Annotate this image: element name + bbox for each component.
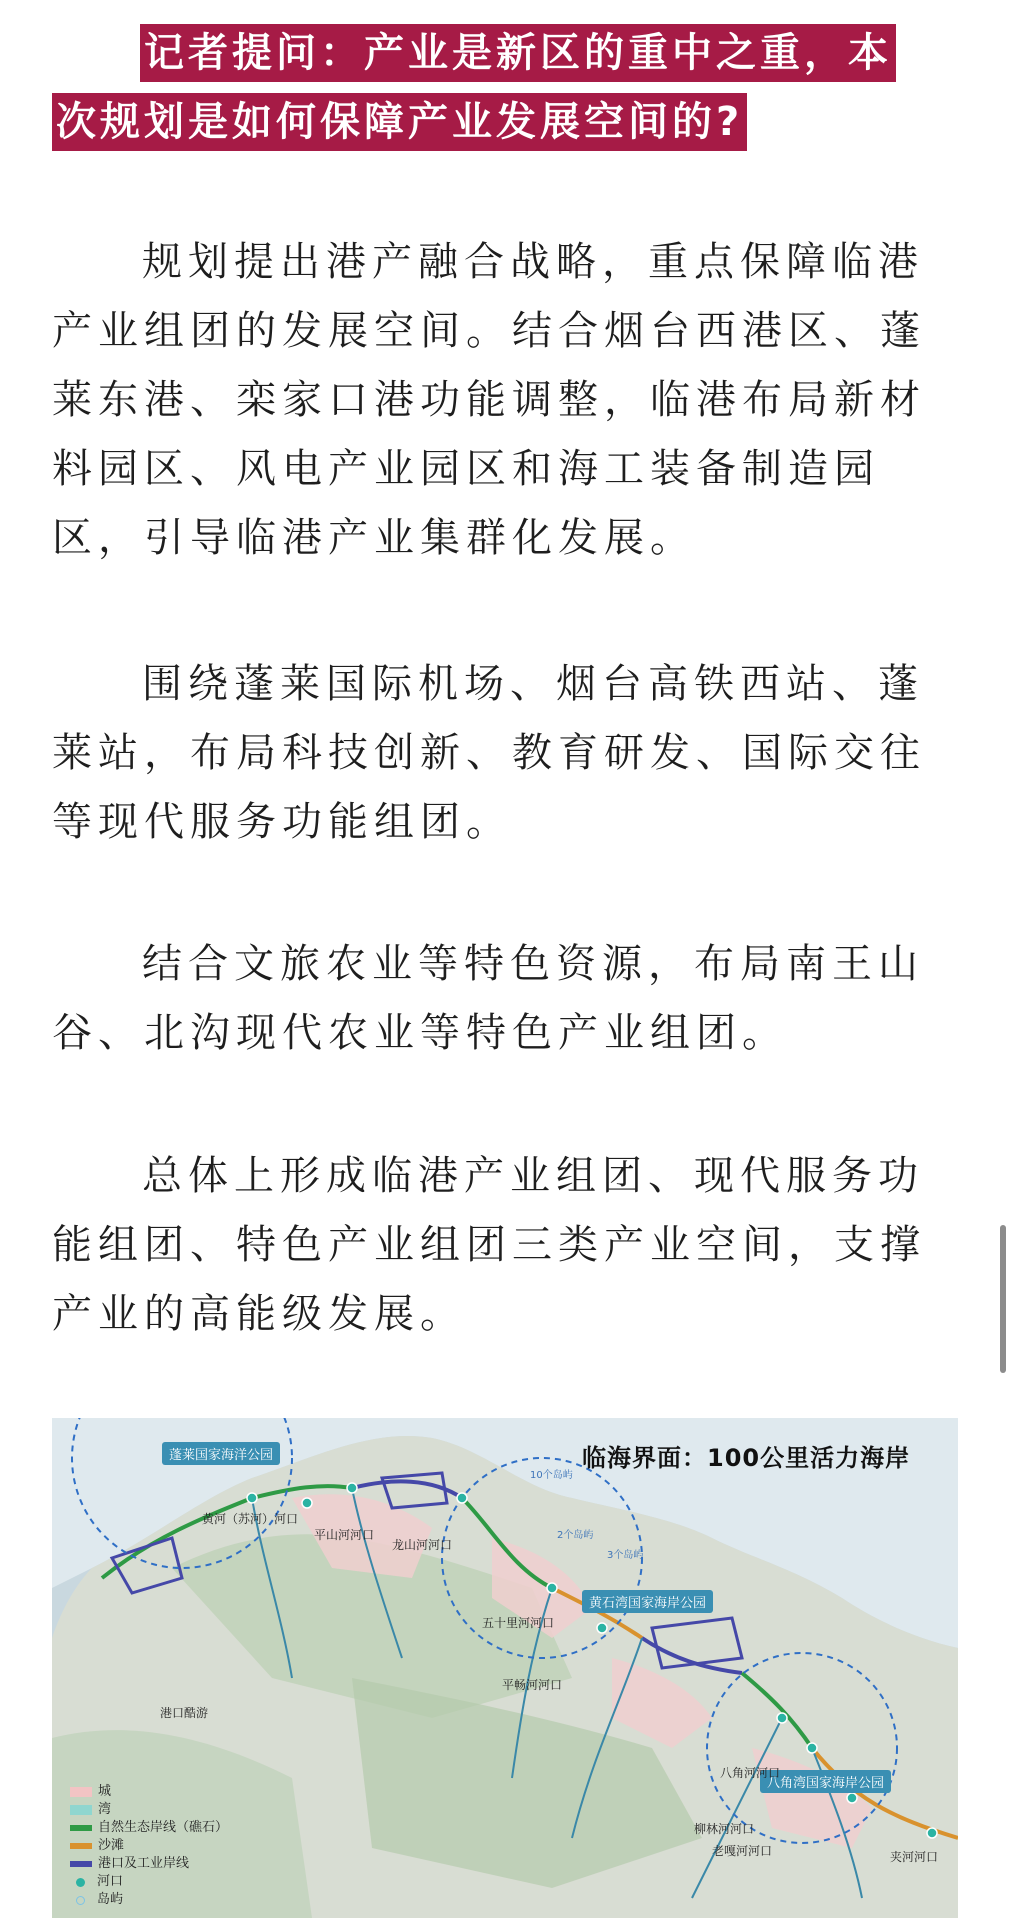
island-count-label: 10个岛屿 [530, 1470, 573, 1481]
legend-label: 港口及工业岸线 [98, 1856, 190, 1871]
legend-label: 自然生态岸线（礁石） [98, 1820, 229, 1835]
map-legend [70, 1783, 228, 1909]
legend-label: 沙滩 [98, 1838, 125, 1853]
scrollbar-thumb[interactable] [1000, 1225, 1006, 1373]
paragraph-special-industry [52, 930, 958, 1068]
legend-item [70, 1873, 228, 1891]
estuary-label: 八角河河口 [720, 1766, 781, 1780]
legend-swatch [70, 1861, 92, 1867]
estuary-label: 老嘎河河口 [712, 1844, 773, 1858]
question-line-2: 次规划是如何保障产业发展空间的? [52, 93, 747, 151]
estuary-label: 平山河河口 [314, 1528, 375, 1542]
coastline-map [52, 1418, 958, 1918]
estuary-label: 龙山河河口 [392, 1538, 453, 1552]
paragraph-text: 围绕蓬莱国际机场、烟台高铁西站、蓬莱站，布局科技创新、教育研发、国际交往等现代服务功能组团。 [52, 661, 926, 845]
map-title: 临海界面：100公里活力海岸 [582, 1444, 911, 1472]
paragraph-modern-services [52, 650, 958, 857]
paragraph-port-industry [52, 228, 958, 573]
legend-item [70, 1891, 228, 1909]
park-label-bajiao: 八角湾国家海岸公园 [760, 1770, 891, 1793]
legend-item [70, 1801, 228, 1819]
paragraph-text: 结合文旅农业等特色资源，布局南王山谷、北沟现代农业等特色产业组团。 [52, 941, 924, 1056]
legend-label: 河口 [97, 1874, 124, 1889]
estuary-label: 平畅河河口 [502, 1678, 563, 1692]
paragraph-text: 总体上形成临港产业组团、现代服务功能组团、特色产业组团三类产业空间，支撑产业的高能级发展。 [52, 1153, 926, 1337]
legend-swatch [70, 1787, 92, 1797]
legend-item [70, 1837, 228, 1855]
legend-item [70, 1783, 228, 1801]
place-label: 港口酷游 [160, 1706, 209, 1720]
question-line-1: 记者提问：产业是新区的重中之重，本 [140, 24, 896, 82]
estuary-label: 夹河河口 [890, 1850, 939, 1864]
legend-swatch [70, 1843, 92, 1849]
island-ring-icon [76, 1896, 85, 1905]
estuary-label: 五十里河河口 [482, 1616, 555, 1630]
legend-label: 城 [98, 1784, 112, 1799]
legend-label: 岛屿 [97, 1892, 124, 1907]
paragraph-summary [52, 1142, 958, 1349]
legend-swatch [70, 1825, 92, 1831]
estuary-label: 黄河（苏河）河口 [202, 1512, 299, 1526]
island-count-label: 3个岛屿 [607, 1550, 644, 1561]
park-label-penglai: 蓬莱国家海洋公园 [162, 1442, 280, 1465]
estuary-label: 柳林河河口 [694, 1822, 755, 1836]
legend-item [70, 1855, 228, 1873]
estuary-dot-icon [76, 1878, 85, 1887]
island-count-label: 2个岛屿 [557, 1530, 594, 1541]
legend-label: 湾 [98, 1802, 112, 1817]
park-label-huangshi: 黄石湾国家海岸公园 [582, 1590, 713, 1613]
paragraph-text: 规划提出港产融合战略，重点保障临港产业组团的发展空间。结合烟台西港区、蓬莱东港、栾家口港功能调整，临港布局新材料园区、风电产业园区和海工装备制造园区，引导临港产业集群化发展。 [52, 239, 926, 561]
legend-item [70, 1819, 228, 1837]
legend-swatch [70, 1805, 92, 1815]
